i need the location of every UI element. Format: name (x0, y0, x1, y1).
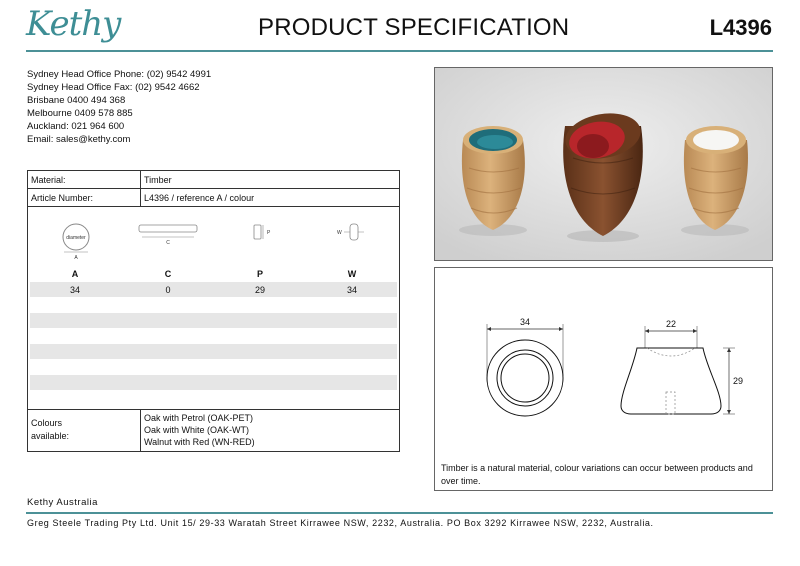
footer-address: Greg Steele Trading Pty Ltd. Unit 15/ 29-33 Waratah Street Kirrawee NSW, 2232, Australia. PO Box 3292 Kirrawee NSW, 2232, Australia. (27, 518, 654, 528)
header-divider (26, 50, 773, 52)
side-height-dimension: 29 (733, 376, 744, 386)
contact-line: Brisbane 0400 494 368 (27, 95, 126, 106)
diameter-icon-letter: A (74, 255, 78, 261)
footer-company: Kethy Australia (27, 497, 98, 508)
article-row (28, 189, 399, 207)
dimension-letter-w: W (347, 269, 357, 279)
dimension-value-c: 0 (165, 285, 171, 295)
contact-block (27, 68, 211, 146)
page-title: PRODUCT SPECIFICATION (258, 14, 570, 41)
dimension-value-a: 34 (69, 285, 80, 295)
brand-logo: Kethy (26, 4, 121, 44)
width-icon (336, 217, 370, 247)
spec-table (27, 170, 400, 452)
diameter-icon-label: diameter (66, 235, 86, 241)
article-label: Article Number: (31, 193, 94, 203)
contact-line: Sydney Head Office Phone: (02) 9542 4991 (27, 69, 212, 80)
empty-row-stripe (30, 344, 397, 359)
footer-divider (26, 512, 773, 514)
projection-icon-letter: P (267, 230, 271, 236)
column-divider (140, 171, 141, 207)
dimension-letter-a: A (71, 269, 79, 279)
dimension-letter-c: C (164, 269, 172, 279)
material-note: Timber is a natural material, colour variations can occur between products and over time. (441, 463, 753, 486)
width-icon-letter: W (337, 230, 342, 236)
front-view (487, 317, 563, 416)
colours-label-line: available: (31, 431, 70, 441)
contact-line: Email: sales@kethy.com (27, 134, 131, 145)
empty-row-stripe (30, 313, 397, 328)
contact-line: Auckland: 021 964 600 (27, 121, 125, 132)
projection-icon (250, 217, 274, 247)
material-label: Material: (31, 175, 66, 185)
colour-option: Walnut with Red (WN-RED) (144, 437, 255, 447)
dimension-value-p: 29 (254, 285, 265, 295)
product-photo (434, 67, 773, 261)
material-row (28, 171, 399, 189)
colour-option: Oak with Petrol (OAK-PET) (144, 413, 254, 423)
side-view (621, 319, 743, 414)
technical-drawing (435, 268, 772, 458)
product-code: L4396 (709, 15, 772, 40)
dimension-value-w: 34 (346, 285, 357, 295)
contact-line: Sydney Head Office Fax: (02) 9542 4662 (27, 82, 200, 93)
article-value: L4396 / reference A / colour (144, 193, 255, 203)
front-width-dimension: 34 (519, 317, 531, 327)
material-value: Timber (144, 175, 172, 185)
colours-label-line: Colours (31, 418, 63, 428)
contact-line: Melbourne 0409 578 885 (27, 108, 133, 119)
dimension-letter-p: P (256, 269, 263, 279)
colours-label (31, 417, 69, 443)
dimensions-panel (28, 207, 399, 410)
column-divider (140, 410, 141, 451)
technical-drawing-panel (434, 267, 773, 491)
diameter-icon (58, 217, 94, 261)
colours-list (144, 412, 255, 448)
side-top-dimension: 22 (665, 319, 677, 329)
handle-length-icon (136, 217, 200, 247)
colour-option: Oak with White (OAK-WT) (144, 425, 250, 435)
empty-row-stripe (30, 375, 397, 390)
length-icon-letter: C (166, 240, 170, 246)
